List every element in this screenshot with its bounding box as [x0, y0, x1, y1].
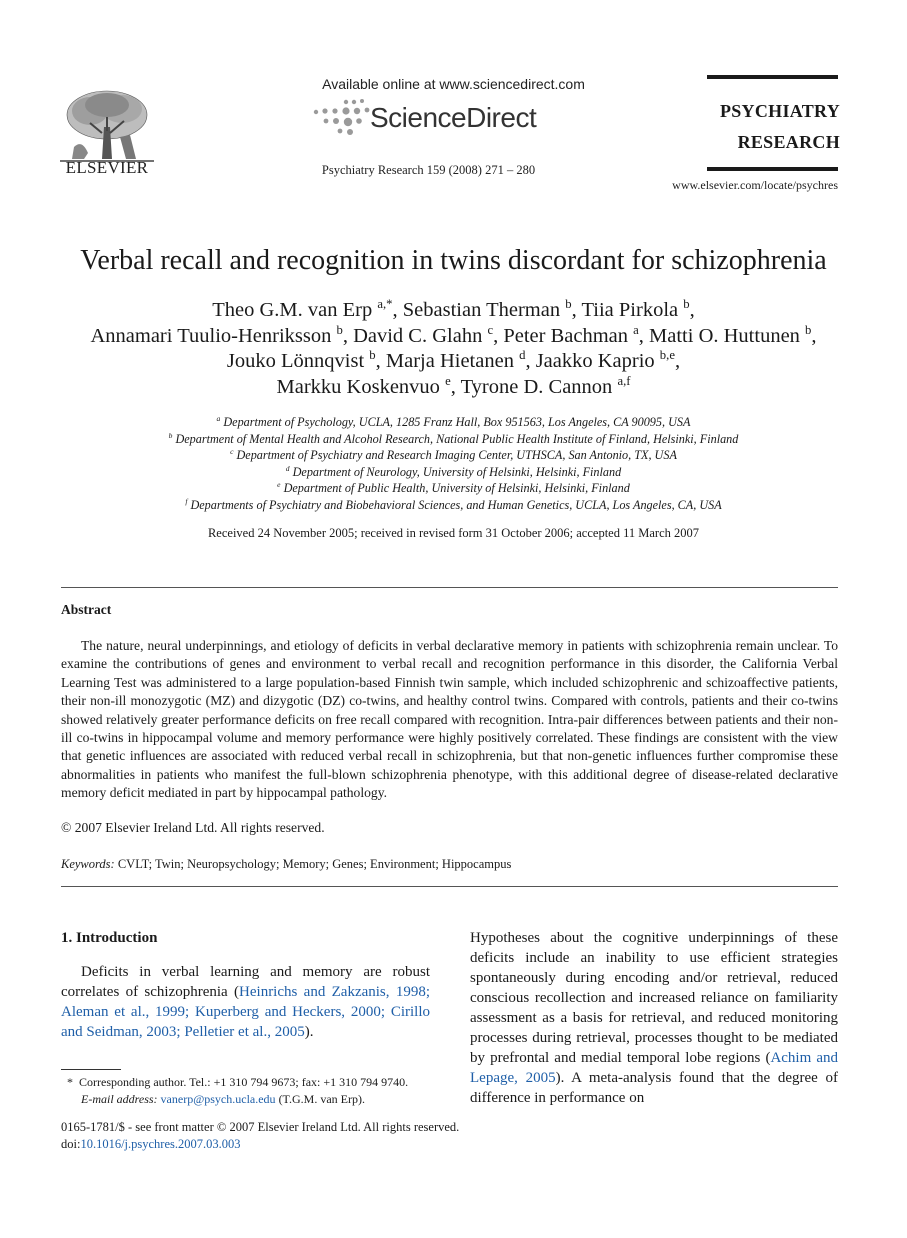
- author-separator: ,: [375, 350, 386, 372]
- author-name[interactable]: Matti O. Huttunen: [649, 324, 800, 347]
- email-link[interactable]: vanerp@psych.ucla.edu: [160, 1092, 276, 1106]
- journal-citation: Psychiatry Research 159 (2008) 271 – 280: [321, 163, 536, 177]
- affiliation-item: [40, 480, 867, 497]
- section-heading-introduction: 1. Introduction: [61, 930, 158, 946]
- author-name[interactable]: Marja Hietanen: [385, 350, 514, 372]
- author-line: [40, 298, 867, 324]
- left-column: [61, 928, 430, 1042]
- author-name[interactable]: Jaakko Kaprio: [535, 350, 655, 372]
- author-separator: ,: [689, 299, 695, 321]
- abstract-body: The nature, neural underpinnings, and etiology of deficits in verbal declarative memory in patients with schizophrenia remain unclear. To examine the contributions of genes and environment to verbal recall and recognition performance in this disorder, the California Verbal Learning Test was administered to a large population-based Finnish twin sample, which included schizophrenic and schizoaffective patients, their non-ill monozygotic (MZ) and dizygotic (DZ) co-twins, and healthy control twins. Compared with controls, patients and their co-twins showed relatively greater performance deficits on free recall compared with recognition. Intra-pair differences between patients and their non-ill co-twins in hippocampal volume and memory performance were highly positively correlated. These findings are consistent with the view that genetic influences are associated with reduced verbal recall in schizophrenia, but that non-genetic influences further compromise these abnormalities in patients who manifest the full-blown schizophrenia phenotype, with this additional degree of disease-related declarative memory deficit mediated in part by hippocampal pathology.: [61, 638, 838, 801]
- paragraph-text: Hypotheses about the cognitive underpinnings of these deficits include an inability to use efficient strategies spontaneously during encoding and/or retrieval, reduced conscious recollection and increased reliance on familiarity assessment as a basis for retrieval, and reduced monitoring processes during retrieval, processes thought to be mediated by prefrontal and medial temporal lobe regions (: [470, 930, 838, 1066]
- author-name[interactable]: Sebastian Therman: [402, 299, 561, 321]
- journal-title-line1: PSYCHIATRY: [719, 101, 840, 121]
- author-affiliation-mark: b: [369, 347, 376, 362]
- affiliation-item: [40, 464, 867, 481]
- affiliation-item: [40, 431, 867, 448]
- author-affiliation-mark: a,f: [617, 373, 631, 388]
- affiliation-mark: b: [168, 430, 173, 440]
- intro-paragraph-1: [61, 962, 430, 1042]
- author-affiliation-mark: a,*: [377, 296, 393, 311]
- abstract-copyright: © 2007 Elsevier Ireland Ltd. All rights reserved.: [61, 820, 325, 835]
- affiliation-mark: e: [277, 480, 281, 490]
- affiliation-mark: d: [285, 463, 290, 473]
- sciencedirect-wordmark: ScienceDirect: [370, 102, 537, 133]
- author-affiliation-mark: b: [805, 322, 812, 337]
- author-separator: ,: [525, 350, 536, 372]
- affiliation-mark: f: [185, 497, 188, 507]
- author-list: [40, 298, 867, 400]
- affiliation-mark: c: [230, 447, 234, 457]
- publisher-name: ELSEVIER: [65, 158, 149, 177]
- affiliation-text: Department of Psychiatry and Research Imaging Center, UTHSCA, San Antonio, TX, USA: [236, 448, 677, 463]
- author-separator: ,: [571, 299, 582, 321]
- doi-link[interactable]: 10.1016/j.psychres.2007.03.003: [80, 1137, 241, 1151]
- intro-paragraph-2: [470, 928, 838, 1108]
- keywords-list: CVLT; Twin; Neuropsychology; Memory; Genes; Environment; Hippocampus: [117, 857, 512, 871]
- author-affiliation-mark: d: [519, 347, 526, 362]
- journal-rule-top: [707, 75, 838, 79]
- journal-rule-bottom: [707, 167, 838, 171]
- author-line: [40, 375, 867, 401]
- citation-link[interactable]: Achim and Lepage, 2005: [470, 1050, 838, 1086]
- journal-title: [700, 96, 840, 158]
- footnote-rule: [61, 1069, 121, 1070]
- keywords: [61, 857, 511, 872]
- author-name[interactable]: David C. Glahn: [353, 324, 483, 347]
- front-matter-line: 0165-1781/$ - see front matter © 2007 Elsevier Ireland Ltd. All rights reserved.: [61, 1120, 460, 1134]
- keywords-label: Keywords:: [61, 857, 115, 871]
- affiliation-text: Department of Psychology, UCLA, 1285 Franz Hall, Box 951563, Los Angeles, CA 90095, USA: [223, 415, 691, 429]
- abstract-bottom-rule: [61, 886, 838, 887]
- affiliation-item: [40, 447, 867, 464]
- affiliation-text: Department of Neurology, University of Helsinki, Helsinki, Finland: [292, 464, 622, 479]
- journal-url[interactable]: www.elsevier.com/locate/psychres: [672, 178, 838, 192]
- author-name[interactable]: Tyrone D. Cannon: [460, 375, 613, 398]
- abstract-top-rule: [61, 587, 838, 588]
- author-affiliation-mark: c: [487, 322, 494, 337]
- received-dates: Received 24 November 2005; received in revised form 31 October 2006; accepted 11 March 2007: [207, 526, 700, 540]
- citation-link[interactable]: Heinrichs and Zakzanis, 1998; Aleman et al., 1999; Kuperberg and Heckers, 2000; Cirillo and Seidman, 2003; Pelletier et al., 2005: [61, 984, 430, 1040]
- author-separator: ,: [493, 324, 504, 347]
- author-affiliation-mark: b,e: [659, 347, 675, 362]
- author-affiliation-mark: b: [336, 322, 343, 337]
- doi-label: doi:: [61, 1137, 81, 1151]
- paragraph-text: ). A meta-analysis found that the degree of difference in performance on: [470, 1070, 839, 1106]
- author-line: [40, 324, 867, 350]
- author-affiliation-mark: e: [445, 373, 451, 388]
- affiliation-mark: a: [216, 414, 221, 424]
- paragraph-text: ).: [304, 1024, 314, 1040]
- author-affiliation-mark: b: [565, 296, 572, 311]
- author-name[interactable]: Peter Bachman: [503, 324, 629, 347]
- author-affiliation-mark: b: [683, 296, 690, 311]
- author-separator: ,: [450, 375, 461, 398]
- journal-title-line2: RESEARCH: [737, 132, 840, 152]
- paragraph-text: Deficits in verbal learning and memory are robust correlates of schizophrenia (: [61, 964, 430, 1000]
- footnote-email-line: [61, 1091, 441, 1108]
- affiliation-item: [40, 414, 867, 431]
- doi-line: [61, 1136, 459, 1153]
- author-name[interactable]: Tiia Pirkola: [581, 299, 679, 321]
- author-line: [40, 349, 867, 375]
- available-online-text[interactable]: Available online at www.sciencedirect.com: [322, 76, 585, 92]
- author-separator: ,: [392, 299, 403, 321]
- sciencedirect-dots-icon: [312, 98, 374, 138]
- affiliation-item: [40, 497, 867, 514]
- author-separator: ,: [342, 324, 354, 347]
- author-affiliation-mark: a: [633, 322, 639, 337]
- author-separator: ,: [674, 350, 681, 372]
- article-title: Verbal recall and recognition in twins discordant for schizophrenia: [80, 245, 827, 276]
- email-owner: (T.G.M. van Erp).: [278, 1092, 365, 1106]
- corresponding-author-footnote: [61, 1074, 441, 1108]
- right-column: [470, 928, 838, 1108]
- affiliation-text: Department of Mental Health and Alcohol Research, National Public Health Institute of Finland, Helsinki, Finland: [175, 431, 739, 446]
- affiliation-text: Departments of Psychiatry and Biobehavioral Sciences, and Human Genetics, UCLA, Los Angeles, CA, USA: [190, 497, 722, 512]
- footnote-text: Corresponding author. Tel.: +1 310 794 9673; fax: +1 310 794 9740.: [79, 1075, 409, 1089]
- front-matter: [61, 1119, 459, 1153]
- email-label: E-mail address:: [81, 1092, 158, 1106]
- author-separator: ,: [638, 324, 650, 347]
- footnote-mark: *: [67, 1075, 73, 1089]
- abstract-heading: Abstract: [61, 602, 112, 617]
- author-name[interactable]: Markku Koskenvuo: [276, 375, 440, 398]
- footnote-line: [61, 1074, 441, 1091]
- author-name[interactable]: Theo G.M. van Erp: [212, 299, 373, 321]
- author-name[interactable]: Jouko Lönnqvist: [226, 350, 365, 372]
- affiliation-text: Department of Public Health, University of Helsinki, Helsinki, Finland: [283, 481, 630, 496]
- author-name[interactable]: Annamari Tuulio-Henriksson: [90, 324, 332, 347]
- author-separator: ,: [811, 324, 817, 347]
- affiliation-list: [40, 414, 867, 514]
